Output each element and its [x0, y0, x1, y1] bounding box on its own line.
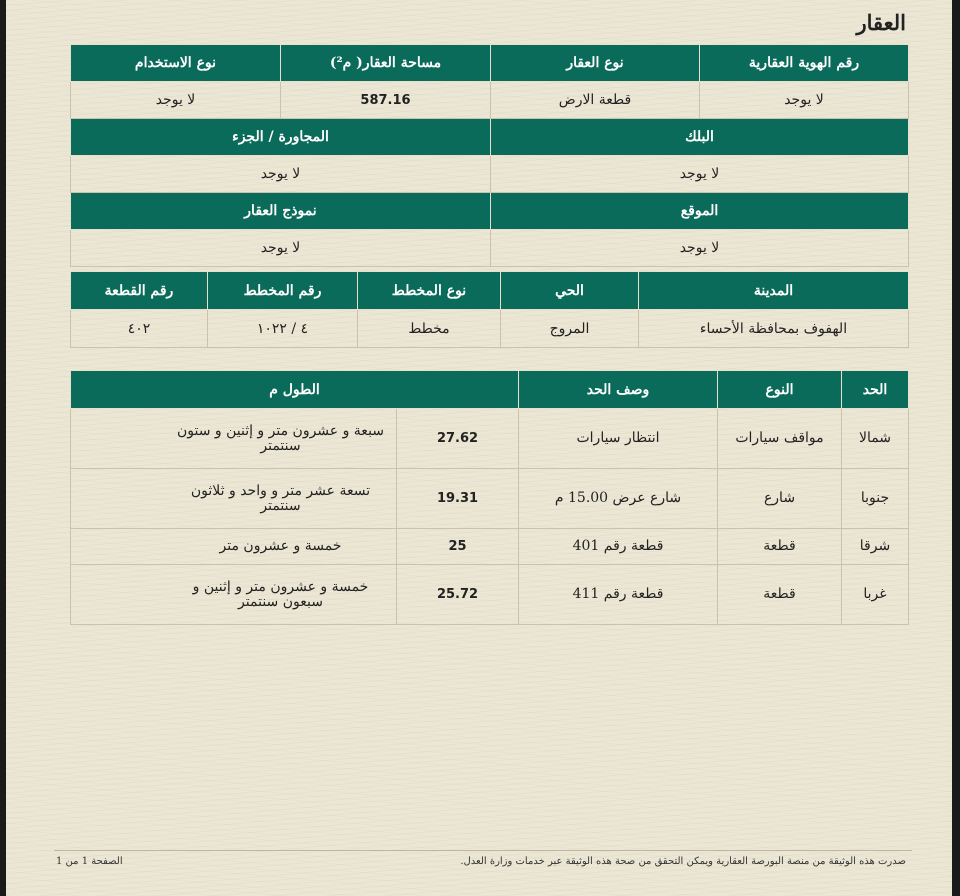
header-boundary-description: وصف الحد: [519, 371, 718, 409]
header-property-id: رقم الهوية العقارية: [700, 45, 909, 82]
value-plot-number: ٤٠٢: [71, 310, 208, 348]
value-property-type: قطعة الارض: [491, 82, 700, 119]
table-row: [71, 565, 909, 625]
boundary-kind: مواقف سيارات: [718, 409, 842, 469]
boundary-length: 25: [397, 529, 519, 565]
header-neighbor-part: المجاورة / الجزء: [71, 119, 491, 156]
boundary-kind: شارع: [718, 469, 842, 529]
boundary-description: انتظار سيارات: [519, 409, 718, 469]
header-boundary-length: الطول م: [71, 371, 519, 409]
value-property-area: 587.16: [281, 82, 491, 119]
table-row: [71, 409, 909, 469]
boundary-length: 25.72: [397, 565, 519, 625]
header-property-model: نموذج العقار: [71, 193, 491, 230]
boundary-side: شرقا: [842, 529, 909, 565]
boundary-length-words: خمسة و عشرون متر و إثنين و سبعون سنتمتر: [71, 565, 397, 625]
boundary-length-words: تسعة عشر متر و واحد و ثلاثون سنتمتر: [71, 469, 397, 529]
boundary-description: قطعة رقم 411: [519, 565, 718, 625]
boundary-length-words: سبعة و عشرون متر و إثنين و ستون سنتمتر: [71, 409, 397, 469]
value-plan-number: ٤ / ١٠٢٢: [208, 310, 358, 348]
header-location: الموقع: [491, 193, 909, 230]
location-table: [70, 271, 909, 348]
boundary-kind: قطعة: [718, 529, 842, 565]
value-district: المروج: [501, 310, 639, 348]
header-plan-number: رقم المخطط: [208, 272, 358, 310]
boundaries-table: [70, 370, 909, 625]
value-block: لا يوجد: [491, 156, 909, 193]
boundary-kind: قطعة: [718, 565, 842, 625]
boundary-description: شارع عرض 15.00 م: [519, 469, 718, 529]
boundary-side: شمالا: [842, 409, 909, 469]
table-row: [71, 529, 909, 565]
value-property-id: لا يوجد: [700, 82, 909, 119]
header-property-type: نوع العقار: [491, 45, 700, 82]
page-number: الصفحة 1 من 1: [56, 856, 123, 867]
property-table: [70, 44, 909, 267]
value-plan-type: مخطط: [358, 310, 501, 348]
value-usage-type: لا يوجد: [71, 82, 281, 119]
footer-note: صدرت هذه الوثيقة من منصة البورصة العقارية ويمكن التحقق من صحة هذه الوثيقة عبر خدمات وزارة العدل.: [460, 856, 906, 867]
value-property-model: لا يوجد: [71, 230, 491, 267]
header-usage-type: نوع الاستخدام: [71, 45, 281, 82]
header-block: البلك: [491, 119, 909, 156]
header-property-area: مساحة العقار( م²): [281, 45, 491, 82]
boundary-length: 19.31: [397, 469, 519, 529]
boundary-side: غربا: [842, 565, 909, 625]
header-boundary-side: الحد: [842, 371, 909, 409]
header-city: المدينة: [639, 272, 909, 310]
boundary-length-words: خمسة و عشرون متر: [71, 529, 397, 565]
value-city: الهفوف بمحافظة الأحساء: [639, 310, 909, 348]
value-neighbor-part: لا يوجد: [71, 156, 491, 193]
header-plan-type: نوع المخطط: [358, 272, 501, 310]
footer-divider: [54, 850, 912, 851]
section-title: العقار: [856, 10, 906, 35]
boundary-length: 27.62: [397, 409, 519, 469]
table-row: [71, 469, 909, 529]
boundary-description: قطعة رقم 401: [519, 529, 718, 565]
boundary-side: جنوبا: [842, 469, 909, 529]
value-location: لا يوجد: [491, 230, 909, 267]
header-district: الحي: [501, 272, 639, 310]
header-plot-number: رقم القطعة: [71, 272, 208, 310]
document-page: [6, 0, 952, 896]
header-boundary-kind: النوع: [718, 371, 842, 409]
